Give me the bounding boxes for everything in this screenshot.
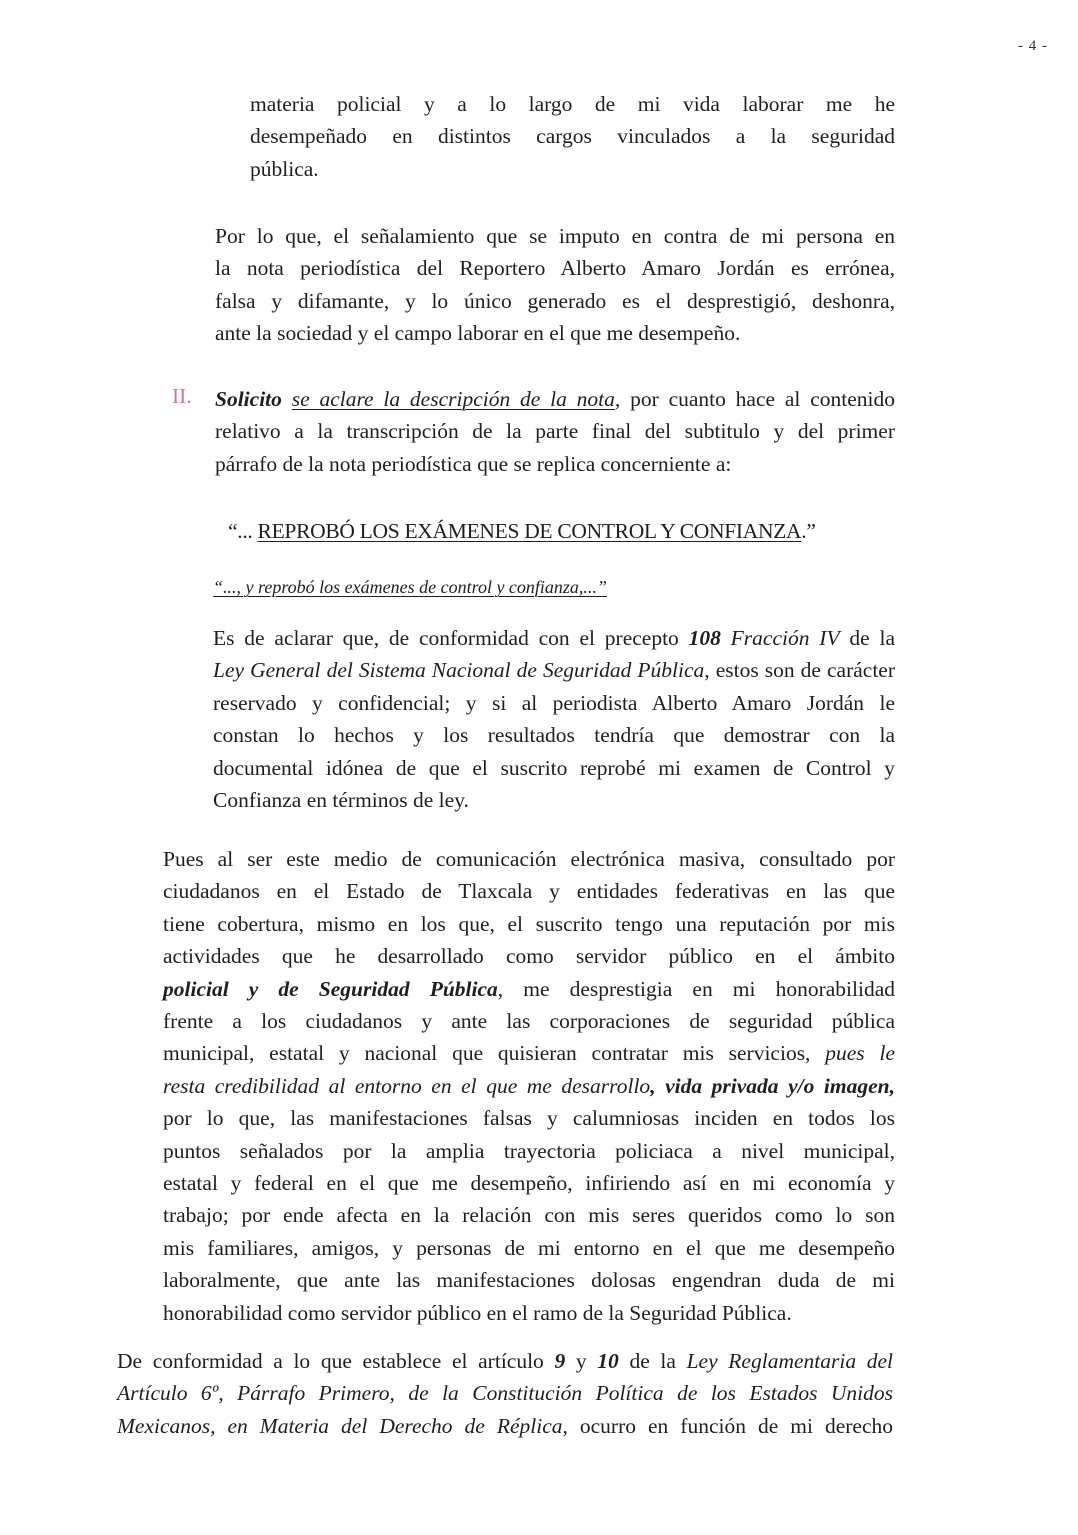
text-line: falsa y difamante, y lo único generado es el desprestigió, deshonra, [215, 288, 895, 313]
text-line: actividades que he desarrollado como servidor público en el ámbito [163, 944, 895, 969]
text-line: Pues al ser este medio de comunicación electrónica masiva, consultado por [163, 847, 895, 871]
emphasis: pues le [825, 1041, 895, 1066]
paragraph-continuation [250, 88, 895, 185]
paragraph-conformidad [117, 1345, 893, 1442]
text-line: mis familiares, amigos, y personas de mi entorno en el que me desempeño [163, 1235, 895, 1260]
text-line: ante la sociedad y el campo laborar en el que me desempeño. [215, 321, 741, 346]
text-fragment: de la [839, 626, 896, 650]
text-line: por lo que, las manifestaciones falsas y calumniosas inciden en todos los [163, 1106, 895, 1131]
underlined-request: se aclare la descripción de la nota [291, 387, 615, 411]
law-name: Mexicanos, en Materia del Derecho de Réplica [117, 1413, 563, 1438]
text-line [213, 622, 895, 654]
text-line: documental idónea de que el suscrito reprobé mi examen de Control y [213, 755, 895, 780]
text-line [117, 1345, 893, 1377]
text-line: frente a los ciudadanos y ante las corporaciones de seguridad pública [163, 1009, 895, 1034]
text-line: laboralmente, que ante las manifestaciones dolosas engendran duda de mi [163, 1268, 895, 1293]
text-fragment: Es de aclarar que, de conformidad con el precepto [213, 626, 689, 650]
section-numeral: II. [172, 384, 192, 408]
text-line: relativo a la transcripción de la parte final del subtitulo y del primer [215, 419, 895, 444]
text-line [213, 654, 895, 686]
text-line: trabajo; por ende afecta en la relación con mis seres queridos como lo son [163, 1203, 895, 1228]
text-line: Artículo 6º, Párrafo Primero, de la Constitución Política de los Estados Unidos [117, 1381, 893, 1406]
paragraph-aclaracion [213, 622, 895, 816]
emphasis: resta credibilidad al entorno en el que me desarrollo [163, 1073, 651, 1098]
text-fragment: de la [618, 1349, 687, 1373]
law-name: Ley General del Sistema Nacional de Seguridad Pública [213, 658, 705, 683]
page-number: - 4 - [1018, 38, 1048, 54]
quote-mark: “... [228, 519, 258, 543]
text-line: honorabilidad como servidor público en el ramo de la Seguridad Pública. [163, 1300, 792, 1325]
text-line: párrafo de la nota periodística que se replica concerniente a: [215, 451, 732, 476]
text-line: tiene cobertura, mismo en los que, el suscrito tengo una reputación por mis [163, 911, 895, 936]
text-line: estatal y federal en el que me desempeño, infiriendo así en mi economía y [163, 1171, 895, 1196]
text-fragment: De conformidad a lo que establece el artículo [117, 1349, 555, 1373]
text-line: ciudadanos en el Estado de Tlaxcala y entidades federativas en las que [163, 879, 895, 904]
article-number: 108 [688, 626, 721, 650]
text-fragment: , ocurro en función de mi derecho [562, 1413, 893, 1438]
text-line [215, 383, 895, 415]
text-line [163, 1037, 895, 1069]
quote-headline-text: REPROBÓ LOS EXÁMENES DE CONTROL Y CONFIANZA [257, 519, 802, 543]
quote-headline [228, 519, 816, 544]
article-number: 9 [554, 1349, 566, 1373]
text-line [117, 1410, 893, 1442]
text-line: puntos señalados por la amplia trayectoria policiaca a nivel municipal, [163, 1138, 895, 1163]
fraction-ref: Fracción IV [720, 626, 840, 650]
section-ii-paragraph [215, 383, 895, 480]
solicito-label: Solicito [215, 387, 282, 411]
emphasis: , vida privada y/o imagen, [650, 1073, 895, 1098]
text-line: desempeñado en distintos cargos vinculados a la seguridad [250, 124, 895, 149]
text-fragment: y [565, 1349, 598, 1373]
text-line: reservado y confidencial; y si al periodista Alberto Amaro Jordán le [213, 690, 895, 715]
text-line: Por lo que, el señalamiento que se imputo en contra de mi persona en [215, 224, 895, 248]
text-line [163, 973, 895, 1005]
paragraph-medio-comunicacion [163, 843, 895, 1329]
paragraph-senalamiento [215, 220, 895, 350]
quote-paragraph: “..., y reprobó los exámenes de control y confianza,...” [213, 577, 607, 597]
text-line [163, 1070, 895, 1102]
text-line: pública. [250, 156, 319, 181]
text-line: la nota periodística del Reportero Alberto Amaro Jordán es errónea, [215, 256, 895, 281]
text-fragment: , por cuanto hace al contenido [614, 387, 895, 411]
law-name: Ley Reglamentaria del [686, 1349, 894, 1373]
text-line: constan lo hechos y los resultados tendría que demostrar con la [213, 723, 895, 748]
text-fragment: , me desprestigia en mi honorabilidad [497, 976, 895, 1001]
text-fragment: municipal, estatal y nacional que quisieran contratar mis servicios, [163, 1041, 826, 1066]
quote-mark: .” [801, 519, 816, 543]
text-line: Confianza en términos de ley. [213, 788, 469, 813]
emphasis: policial y de Seguridad Pública [163, 976, 498, 1001]
article-number: 10 [597, 1349, 619, 1373]
text-fragment: , estos son de carácter [704, 658, 895, 683]
text-line: materia policial y a lo largo de mi vida laborar me he [250, 92, 895, 116]
